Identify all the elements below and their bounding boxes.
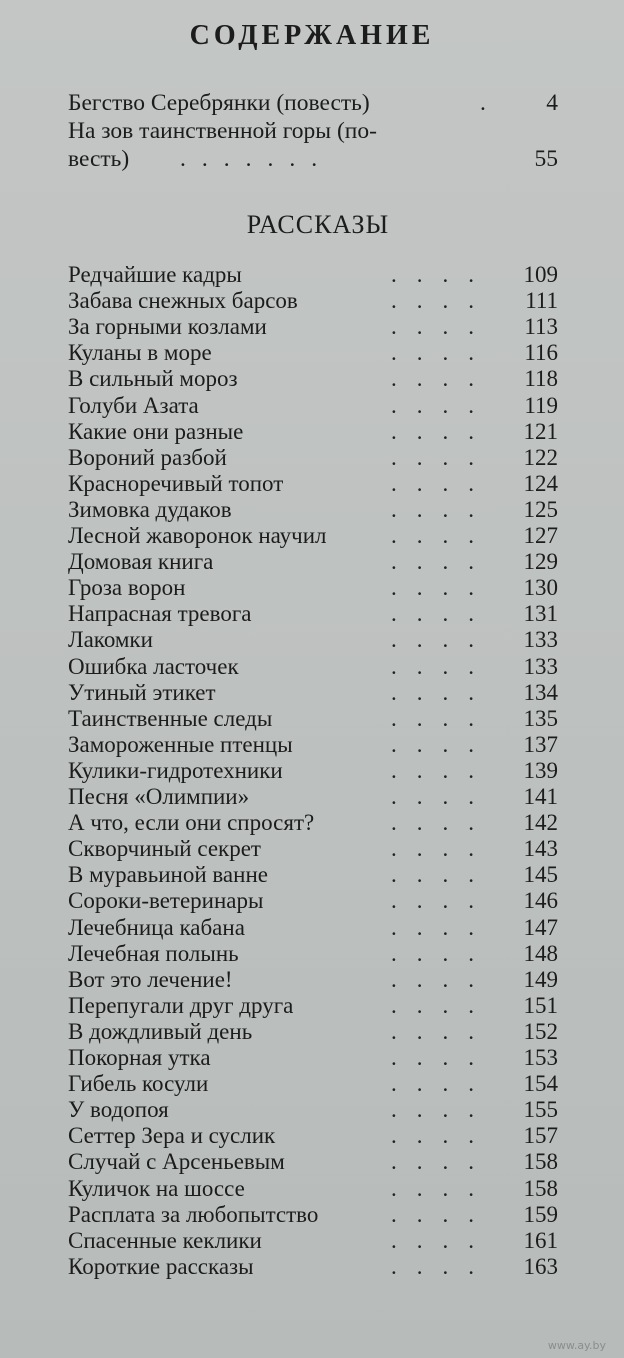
leader-dots: .... bbox=[391, 1018, 494, 1044]
page-number: 113 bbox=[524, 314, 558, 340]
leader-dots: .... bbox=[391, 392, 494, 418]
contents-heading: СОДЕРЖАНИЕ bbox=[189, 20, 435, 51]
story-title: Песня «Олимпии» bbox=[68, 784, 250, 809]
story-entry bbox=[68, 1019, 558, 1045]
novella-entry bbox=[68, 118, 558, 144]
novella-entry bbox=[68, 90, 558, 116]
leader-dots: .... bbox=[391, 966, 494, 992]
story-entry bbox=[68, 523, 558, 549]
story-entry bbox=[68, 836, 558, 862]
page-number: 121 bbox=[523, 418, 558, 444]
leader-dots: .... bbox=[391, 757, 494, 783]
page-number: 118 bbox=[524, 366, 558, 392]
novella-title: На зов таинственной горы (по- bbox=[68, 118, 377, 144]
story-entry bbox=[68, 1071, 558, 1097]
story-title: Зимовка дудаков bbox=[68, 496, 232, 522]
story-entry bbox=[68, 1228, 558, 1254]
leader-dots: .... bbox=[391, 1175, 494, 1201]
story-title: Сороки-ветеринары bbox=[68, 888, 264, 914]
leader-dots: .... bbox=[391, 418, 494, 444]
leader-dots: .... bbox=[391, 705, 494, 731]
page-number: 151 bbox=[523, 992, 558, 1018]
story-title: В дождливый день bbox=[68, 1018, 253, 1044]
page-number: 155 bbox=[523, 1097, 558, 1123]
story-title: Расплата за любопытство bbox=[68, 1201, 319, 1227]
story-title: Лакомки bbox=[68, 627, 153, 653]
page-number: 152 bbox=[523, 1018, 558, 1044]
story-entry bbox=[68, 1149, 558, 1175]
leader-dots: .... bbox=[391, 1097, 494, 1123]
story-entry bbox=[68, 1097, 558, 1123]
page-number: 149 bbox=[523, 966, 558, 992]
story-entry bbox=[68, 393, 558, 419]
story-entry bbox=[68, 810, 558, 836]
page-number: 124 bbox=[523, 470, 558, 496]
page-number: 55 bbox=[534, 146, 558, 172]
leader-dots: .... bbox=[391, 262, 494, 287]
page-number: 4 bbox=[546, 90, 558, 116]
story-entry bbox=[68, 1176, 558, 1202]
story-title: Таинственные следы bbox=[68, 705, 273, 731]
story-title: Сеттер Зера и суслик bbox=[68, 1123, 276, 1149]
leader-dots: .... bbox=[391, 601, 494, 627]
story-entry bbox=[68, 784, 558, 810]
story-title: Гроза ворон bbox=[68, 575, 186, 601]
leader-dots: .... bbox=[391, 862, 494, 888]
leader-dots: .... bbox=[391, 627, 494, 653]
story-entry bbox=[68, 471, 558, 497]
leader-dots: .... bbox=[391, 940, 494, 966]
page-number: 125 bbox=[523, 496, 558, 522]
story-title: Вороний разбой bbox=[68, 444, 227, 470]
story-entry bbox=[68, 549, 558, 575]
story-entry bbox=[68, 366, 558, 392]
story-entry bbox=[68, 445, 558, 471]
page-number: 133 bbox=[523, 627, 558, 653]
leader-dots: .... bbox=[391, 653, 494, 679]
page-number: 145 bbox=[523, 862, 558, 888]
leader-dots: .... bbox=[391, 1123, 494, 1149]
story-title: А что, если они спросят? bbox=[68, 810, 315, 836]
story-title: За горными козлами bbox=[68, 314, 267, 340]
story-entry bbox=[68, 1254, 558, 1280]
leader-dots: .... bbox=[391, 836, 494, 862]
page-number: 143 bbox=[523, 836, 558, 862]
story-title: Перепугали друг друга bbox=[68, 992, 294, 1018]
leader-dots: .... bbox=[391, 1045, 494, 1070]
story-entry bbox=[68, 419, 558, 445]
page-number: 133 bbox=[523, 653, 558, 679]
story-entry bbox=[68, 993, 558, 1019]
page-number: 157 bbox=[523, 1123, 558, 1149]
story-title: Скворчиный секрет bbox=[68, 836, 261, 862]
story-entry bbox=[68, 732, 558, 758]
story-entry bbox=[68, 340, 558, 366]
story-entry bbox=[68, 706, 558, 732]
leader-dots: .... bbox=[391, 679, 494, 705]
page-number: 111 bbox=[525, 288, 558, 314]
leader-dots: .... bbox=[391, 340, 494, 366]
page-number: 141 bbox=[523, 784, 558, 809]
novella-title-continued: весть) bbox=[68, 146, 130, 172]
page-number: 154 bbox=[523, 1071, 558, 1097]
leader-dots: .... bbox=[391, 314, 494, 340]
leader-dots: .... bbox=[391, 1149, 494, 1175]
novella-title: Бегство Серебрянки (повесть) bbox=[68, 90, 370, 116]
leader-dots: .... bbox=[391, 444, 494, 470]
story-entry bbox=[68, 314, 558, 340]
story-entry bbox=[68, 941, 558, 967]
leader-dots: .... bbox=[391, 496, 494, 522]
story-title: В сильный мороз bbox=[68, 366, 238, 392]
story-entry bbox=[68, 1202, 558, 1228]
story-entry bbox=[68, 862, 558, 888]
page-number: 163 bbox=[523, 1253, 558, 1279]
page-number: 134 bbox=[523, 679, 558, 705]
story-title: Кулики-гидротехники bbox=[68, 757, 283, 783]
story-title: Утиный этикет bbox=[68, 679, 216, 705]
page-number: 146 bbox=[523, 888, 558, 914]
page-number: 129 bbox=[523, 549, 558, 575]
story-title: Гибель косули bbox=[68, 1071, 209, 1097]
page-number: 139 bbox=[523, 757, 558, 783]
page-number: 153 bbox=[523, 1045, 558, 1070]
story-title: Забава снежных барсов bbox=[68, 288, 298, 314]
novella-entry-continued bbox=[68, 146, 558, 172]
leader-dots: .... bbox=[391, 1253, 494, 1279]
page-number: 142 bbox=[523, 810, 558, 836]
story-title: Красноречивый топот bbox=[68, 470, 284, 496]
story-title: Какие они разные bbox=[68, 418, 244, 444]
page-number: 158 bbox=[523, 1149, 558, 1175]
story-title: Лечебная полынь bbox=[68, 940, 239, 966]
story-title: Лечебница кабана bbox=[68, 914, 245, 940]
page-number: 122 bbox=[523, 444, 558, 470]
leader-dots: .... bbox=[391, 549, 494, 575]
story-title: Напрасная тревога bbox=[68, 601, 252, 627]
story-title: У водопоя bbox=[68, 1097, 169, 1123]
story-entry bbox=[68, 262, 558, 288]
page-number: 159 bbox=[523, 1201, 558, 1227]
stories-heading: РАССКАЗЫ bbox=[246, 210, 390, 239]
leader-dots: .... bbox=[391, 731, 494, 757]
page-number: 119 bbox=[524, 392, 558, 418]
story-title: Куличок на шоссе bbox=[68, 1175, 245, 1201]
page-number: 161 bbox=[523, 1227, 558, 1253]
leader-dots: .... bbox=[391, 575, 494, 601]
story-title: Случай с Арсеньевым bbox=[68, 1149, 285, 1175]
leader-dots: .... bbox=[391, 1227, 494, 1253]
story-title: Куланы в море bbox=[68, 340, 212, 366]
leader-dots: .... bbox=[391, 810, 494, 836]
story-title: Редчайшие кадры bbox=[68, 262, 242, 287]
leader-dots: .... bbox=[391, 914, 494, 940]
page-number: 127 bbox=[523, 523, 558, 548]
page-number: 130 bbox=[523, 575, 558, 601]
story-entry bbox=[68, 967, 558, 993]
story-entry bbox=[68, 888, 558, 914]
story-entry bbox=[68, 758, 558, 784]
story-title: Вот это лечение! bbox=[68, 966, 233, 992]
leader-dots: .... bbox=[391, 366, 494, 392]
story-title: Голуби Азата bbox=[68, 392, 199, 418]
story-entry bbox=[68, 680, 558, 706]
page-number: 158 bbox=[523, 1175, 558, 1201]
leader-dots: .... bbox=[391, 888, 494, 914]
leader-dots: .... bbox=[391, 784, 494, 809]
leader-dots: . bbox=[480, 90, 502, 116]
leader-dots: .... bbox=[391, 288, 494, 314]
story-title: Покорная утка bbox=[68, 1045, 211, 1070]
story-title: Короткие рассказы bbox=[68, 1253, 254, 1279]
story-entry bbox=[68, 288, 558, 314]
story-title: Спасенные кеклики bbox=[68, 1227, 262, 1253]
page-number: 131 bbox=[523, 601, 558, 627]
page-number: 116 bbox=[524, 340, 558, 366]
story-entry bbox=[68, 654, 558, 680]
story-entry bbox=[68, 1045, 558, 1071]
story-entry bbox=[68, 627, 558, 653]
story-entry bbox=[68, 601, 558, 627]
leader-dots: .... bbox=[391, 1201, 494, 1227]
story-title: Лесной жаворонок научил bbox=[68, 523, 327, 548]
story-entry bbox=[68, 1123, 558, 1149]
page-number: 109 bbox=[523, 262, 558, 287]
story-title: Домовая книга bbox=[68, 549, 214, 575]
leader-dots: .... bbox=[391, 1071, 494, 1097]
leader-dots: ....... bbox=[180, 146, 334, 172]
watermark: www.ay.by bbox=[547, 1339, 606, 1352]
page-number: 135 bbox=[523, 705, 558, 731]
story-title: Ошибка ласточек bbox=[68, 653, 239, 679]
leader-dots: .... bbox=[391, 992, 494, 1018]
page-number: 148 bbox=[523, 940, 558, 966]
leader-dots: .... bbox=[391, 523, 494, 548]
story-title: В муравьиной ванне bbox=[68, 862, 268, 888]
leader-dots: .... bbox=[391, 470, 494, 496]
story-title: Замороженные птенцы bbox=[68, 731, 293, 757]
story-entry bbox=[68, 915, 558, 941]
story-entry bbox=[68, 575, 558, 601]
page-number: 137 bbox=[523, 731, 558, 757]
page-number: 147 bbox=[523, 914, 558, 940]
story-entry bbox=[68, 497, 558, 523]
